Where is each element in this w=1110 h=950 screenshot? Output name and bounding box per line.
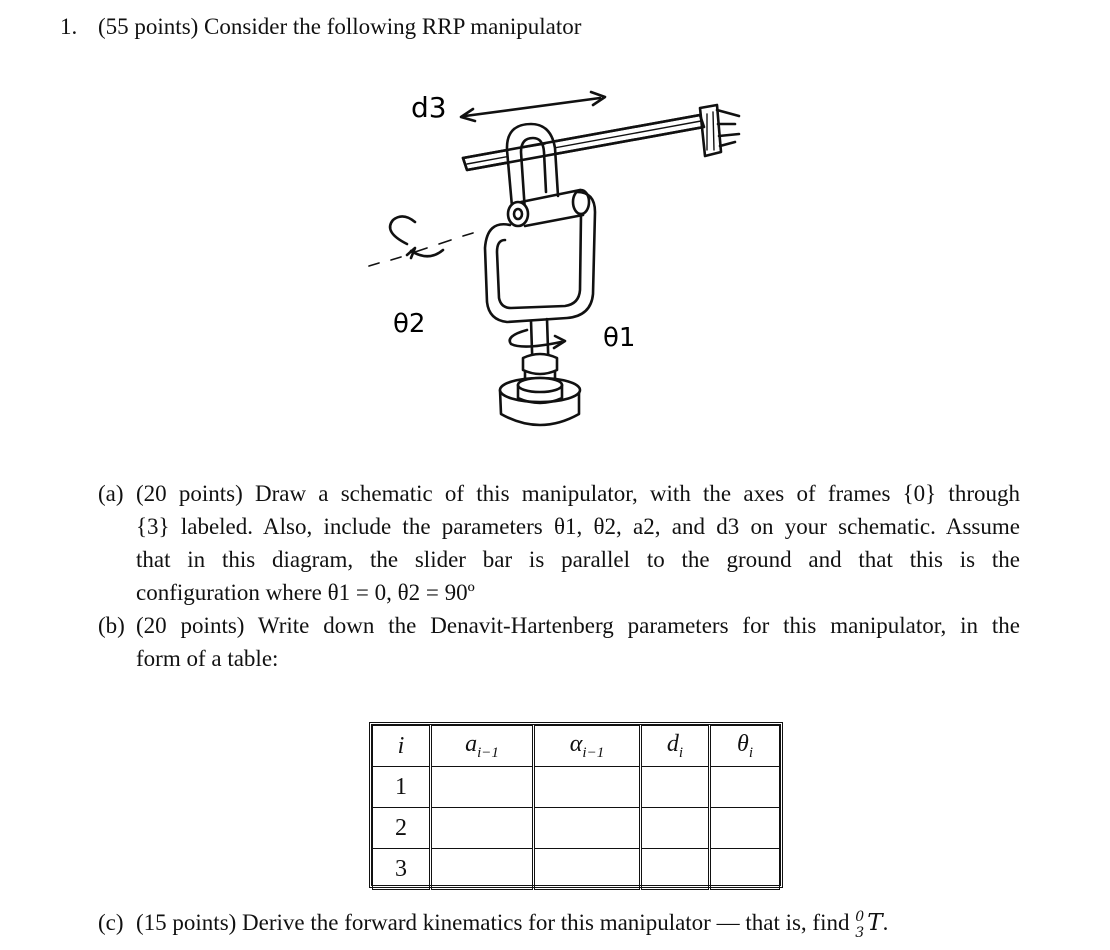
dh-cell bbox=[534, 849, 641, 890]
dh-header-row bbox=[373, 726, 780, 767]
dh-header-a: $a_{i-1}$ bbox=[431, 726, 534, 767]
part-a-line-1: (20 points) Draw a schematic of this manipulator, with the axes of frames {0} through bbox=[136, 481, 1020, 506]
dh-parameter-table bbox=[369, 722, 783, 888]
part-a-line-2: {3} labeled. Also, include the parameters θ1, θ2, a2, and d3 on your schematic. Assume bbox=[136, 514, 1020, 539]
dh-cell bbox=[710, 767, 780, 808]
dh-row-index: 2 bbox=[373, 808, 431, 849]
table-row bbox=[373, 808, 780, 849]
part-b-line-2: form of a table: bbox=[136, 646, 279, 671]
dh-cell bbox=[710, 849, 780, 890]
part-a-line-3: that in this diagram, the slider bar is parallel to the ground and that this is the bbox=[136, 547, 1020, 572]
dh-cell bbox=[641, 849, 710, 890]
d3-arrow-line bbox=[465, 98, 600, 116]
theta1-rotation-arrow bbox=[510, 330, 561, 347]
theta2-rotation-arrow bbox=[390, 216, 415, 244]
part-a-line-4: configuration where θ1 = 0, θ2 = 90º bbox=[136, 580, 475, 605]
part-b-tag: (b) bbox=[98, 613, 125, 638]
gripper bbox=[700, 105, 721, 156]
question-number: 1. bbox=[60, 14, 78, 39]
part-c-text: (15 points) Derive the forward kinematics for this manipulator — that is, find bbox=[136, 910, 856, 935]
dh-header-d: $d_i$ bbox=[641, 726, 710, 767]
dh-cell bbox=[431, 767, 534, 808]
dh-cell bbox=[431, 808, 534, 849]
label-theta2: θ2 bbox=[393, 309, 426, 339]
dh-cell bbox=[641, 808, 710, 849]
dh-cell bbox=[534, 808, 641, 849]
manipulator-drawing bbox=[355, 80, 755, 440]
dh-header-i: i bbox=[373, 726, 431, 767]
yoke-inner bbox=[497, 214, 581, 308]
transform-0-3: 0 3 T bbox=[855, 909, 883, 941]
dh-row-index: 1 bbox=[373, 767, 431, 808]
dh-row-index: 3 bbox=[373, 849, 431, 890]
theta2-axis-dashed bbox=[369, 233, 473, 266]
label-theta1: θ1 bbox=[603, 323, 636, 353]
rrp-manipulator-figure bbox=[355, 80, 755, 440]
dh-cell bbox=[641, 767, 710, 808]
label-d3: d3 bbox=[411, 91, 447, 124]
table-row bbox=[373, 767, 780, 808]
dh-header-alpha: $\alpha_{i-1}$ bbox=[534, 726, 641, 767]
dh-header-theta: $\theta_i$ bbox=[710, 726, 780, 767]
question-heading bbox=[60, 12, 581, 42]
part-c-tag: (c) bbox=[98, 910, 124, 935]
dh-cell bbox=[710, 808, 780, 849]
part-b-line-1: (20 points) Write down the Denavit-Hartenberg parameters for this manipulator, in the bbox=[136, 613, 1020, 638]
dh-cell bbox=[534, 767, 641, 808]
part-a-tag: (a) bbox=[98, 481, 124, 506]
question-text: (55 points) Consider the following RRP manipulator bbox=[98, 14, 582, 39]
pin-joint bbox=[508, 202, 528, 226]
table-row bbox=[373, 849, 780, 890]
dh-cell bbox=[431, 849, 534, 890]
